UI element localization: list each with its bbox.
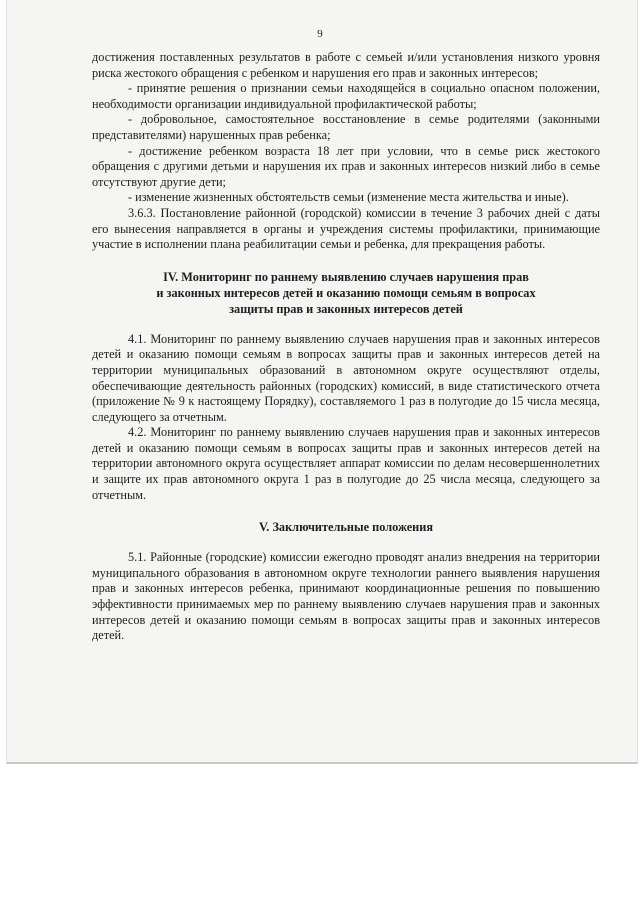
paragraph-5-1: 5.1. Районные (городские) комиссии ежегодно проводят анализ внедрения на территории муниципального образования в автономном округе технологии раннего выявления нарушения прав и законных интересов ребенка, принимают координационные решения по повышению эффективности принимаемых мер по раннему выявлению случаев нарушения прав и законных интересов детей и оказанию помощи семьям в вопросах защиты прав и законных интересов детей.: [92, 550, 600, 643]
list-item: - достижение ребенком возраста 18 лет при условии, что в семье риск жестокого обращения с другими детьми и нарушения их прав и законных интересов низкий либо в семье отсутствуют другие дети;: [92, 143, 600, 189]
paragraph-continuation: достижения поставленных результатов в работе с семьей и/или установления низкого уровня риска жестокого обращения с ребенком и нарушения его прав и законных интересов;: [92, 50, 600, 80]
list-item: - добровольное, самостоятельное восстановление в семье родителями (законными представителями) нарушенных прав ребенка;: [92, 112, 600, 142]
page-number: 9: [317, 28, 323, 40]
list-item: - принятие решения о признании семьи находящейся в социально опасном положении, необходимости организации индивидуальной профилактической работы;: [92, 81, 600, 111]
section-4-heading-line: IV. Мониторинг по раннему выявлению случаев нарушения прав: [163, 269, 529, 284]
section-4-heading-line: защиты прав и законных интересов детей: [229, 301, 463, 316]
paragraph-4-2: 4.2. Мониторинг по раннему выявлению случаев нарушения прав и законных интересов детей и оказанию помощи семьям в вопросах защиты прав и законных интересов детей на территории автономного округа осуществляет аппарат комиссии по делам несовершеннолетних и защите их прав автономного округа 1 раз в полугодие до 25 числа месяца, следующего за отчетным.: [92, 425, 600, 502]
section-4-heading-line: и законных интересов детей и оказанию помощи семьям в вопросах: [156, 285, 536, 300]
document-body: [92, 50, 600, 644]
paragraph-3-6-3: 3.6.3. Постановление районной (городской) комиссии в течение 3 рабочих дней с даты его вынесения направляется в органы и учреждения системы профилактики, принимающие участие в исполнении плана реабилитации семьи и ребенка, для прекращения работы.: [92, 205, 600, 252]
paragraph-4-1: 4.1. Мониторинг по раннему выявлению случаев нарушения прав и законных интересов детей и оказанию помощи семьям в вопросах защиты прав и законных интересов детей на территории муниципальных образований в автономном округе осуществляют отделы, обеспечивающие деятельность районных (городских) комиссий, в виде статистического отчета (приложение № 9 к настоящему Порядку), составляемого 1 раз в полугодие до 15 числа месяца, следующего за отчетным.: [92, 331, 600, 424]
section-4-heading: [92, 269, 600, 317]
list-item: - изменение жизненных обстоятельств семьи (изменение места жительства и иные).: [128, 190, 569, 205]
section-5-heading: V. Заключительные положения: [259, 520, 433, 535]
